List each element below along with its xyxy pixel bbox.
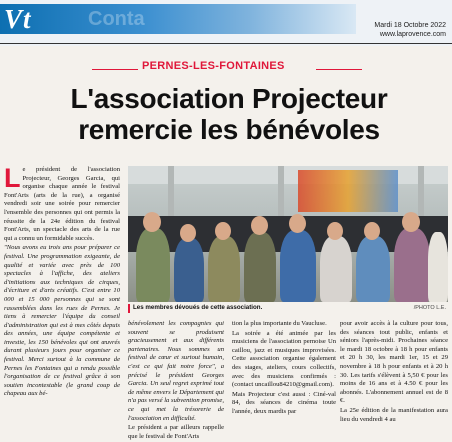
person-figure (244, 232, 276, 302)
drop-cap: L (4, 163, 21, 193)
masthead-rule (0, 43, 452, 44)
quote-continued: bénévolement les compagnies qui souvent se produisent gracieusement et aux différents partenaires. Nous sommes un festival de cœur et surtout humain, c'est ce qui fait notre force", a précisé le président Georges Garcia. Un seul regret exprimé tout de même envers le Département qui n'a pas versé la subvention promise, ce qui met la trésorerie de l'association en difficulté. (128, 320, 224, 422)
photo-ceiling (128, 166, 448, 184)
photo-credit: /PHOTO L.E. (413, 305, 446, 311)
person-head (215, 222, 231, 240)
person-figure (208, 236, 240, 302)
caption-bar (128, 304, 130, 313)
headline-line-2: remercie les bénévoles (78, 114, 380, 145)
kicker: PERNES-LES-FONTAINES (142, 60, 285, 72)
masthead-band (0, 4, 356, 34)
person-head (180, 224, 196, 242)
person-figure (428, 232, 448, 302)
person-figure (356, 236, 390, 302)
article-paragraph: tion la plus importante du Vaucluse. (232, 320, 327, 327)
article-column-3 (232, 320, 336, 418)
caption-text: Les membres dévoués de cette association. (133, 304, 263, 311)
intro-text: e président de l'association Projecteur, Georges Garcia, qui organise chaque année le festival Font'Arts (arts de la rue), a organisé vendredi soir une soirée pour remercier l'ensemble des personnes qui ont permis la réussite de la 24e édition du festival Font'Arts, un spectacle des arts de la rue qui a connu un formidable succès. (4, 166, 120, 242)
person-head (143, 212, 161, 232)
headline-line-1: L'association Projecteur (70, 83, 388, 114)
person-figure (280, 230, 316, 302)
person-head (364, 222, 380, 240)
article-column-2 (128, 320, 224, 442)
article-intro (4, 163, 120, 243)
article-paragraph: La soirée a été animée par les musiciens de l'association pernoise Un caillou, jazz et musiques improvisées. Cette association organise également des stages, ateliers, cours collectifs, avec des musiciens confirmés : (contact uncaillou84210@gmail.com). (232, 329, 336, 389)
person-head (327, 222, 343, 240)
kicker-rule-left (92, 69, 138, 70)
article-paragraph: Mais Projecteur c'est aussi : Ciné-val 84, des séances de cinéma toute l'année, deux mardis par (232, 390, 336, 415)
person-head (251, 216, 268, 235)
kicker-rule-right (316, 69, 362, 70)
person-head (402, 212, 420, 232)
article-column-1 (4, 163, 120, 400)
headline (14, 83, 444, 145)
group-photo (128, 166, 448, 302)
issue-date: Mardi 18 Octobre 2022 (374, 22, 446, 29)
article-paragraph: Le président a par ailleurs rappelle que le festival de Font'Arts (128, 424, 224, 440)
photo-caption (128, 303, 448, 314)
article-paragraph: La 25e édition de la manifestation aura lieu du vendredi 4 au (340, 406, 448, 423)
photo-banner (298, 170, 398, 212)
person-figure (174, 238, 204, 302)
article-column-4 (340, 320, 448, 425)
masthead-logo: Vt (4, 4, 32, 34)
masthead-ghost-text: Conta (88, 8, 145, 30)
person-head (289, 214, 306, 233)
masthead (0, 0, 452, 46)
person-figure (394, 228, 430, 302)
quote-paragraph: "Nous avons eu trois ans pour préparer ce festival. Une programmation exigeante, de qualité et variée avec près de 100 spectacles à l'affiche, des ateliers d'initiations aux techniques de cirques, d'écriture et d'arts créatifs. C'est entre 10 000 et 15 000 personnes qui se sont rassemblées dans les rues de Pernes. Je tiens à remercier l'équipe du conseil d'administration qui est à mes côtés depuis des années, une équipe compétente et investie, les 150 bénévoles qui ont œuvrés durant plusieurs jours pour organiser ce festival. Merci surtout à la commune de Pernes les Fontaines qui a rendu possible l'organisation de ce festival grâce à son soutien incontestable (le grand coup de chapeau aux bé- (4, 244, 120, 398)
person-figure (320, 236, 352, 302)
person-figure (136, 228, 170, 302)
article-paragraph: pour avoir accès à la culture pour tous, des séances tout public, enfants et séniors l'après-midi. Prochaines séance le mardi 18 octobre à 18 h pour enfants et 20 h 30, les mardi 1er, 15 et 29 novembre à 18 h pour enfants et à 20 h 30. Les tarifs s'élèvent à 5,50 € pour les moins de 16 ans et à 4.50 € pour les abonnés. L'abonnement annuel est de 8 €. (340, 320, 448, 405)
site-url: www.laprovence.com (379, 31, 446, 38)
